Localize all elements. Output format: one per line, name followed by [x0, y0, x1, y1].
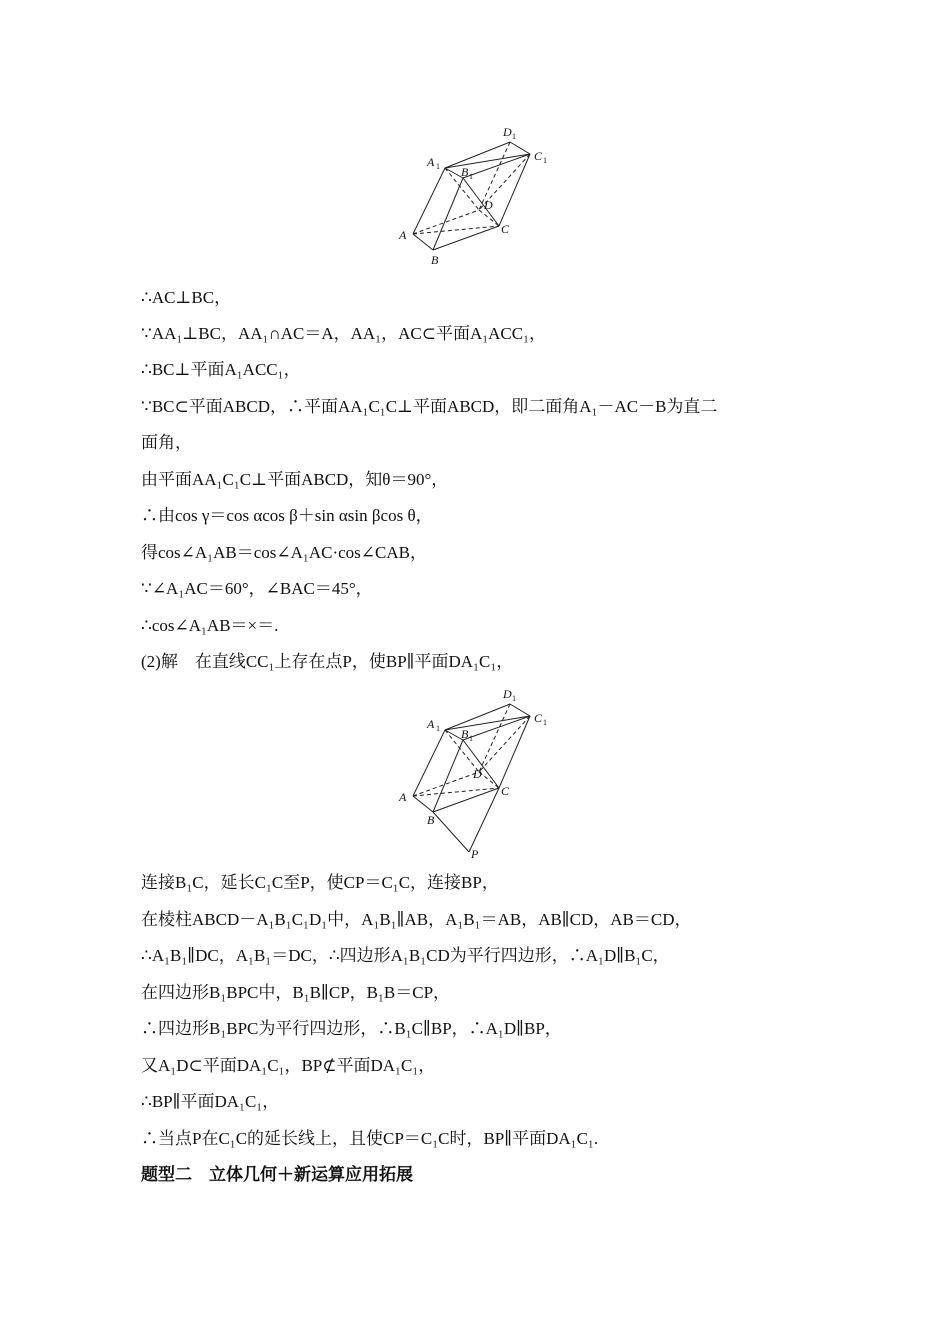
label-d1: D — [503, 125, 512, 139]
label-d1: D — [503, 687, 512, 701]
proof-line-2: ∵AA₁⊥BC，AA₁∩AC＝A，AA₁，AC⊂平面A₁ACC₁， — [141, 324, 547, 343]
svg-text:1: 1 — [543, 156, 547, 165]
label-d: D — [484, 198, 493, 212]
proof-line-19: ∴当点P在C₁C的延长线上，且使CP＝C₁C时，BP∥平面DA₁C₁. — [141, 1129, 599, 1148]
label-c1: C — [534, 149, 543, 163]
proof-line-18: ∴BP∥平面DA₁C₁， — [141, 1092, 280, 1111]
proof-line-1: ∴AC⊥BC， — [141, 288, 232, 307]
proof-line-14: ∴A₁B₁∥DC，A₁B₁＝DC，∴四边形A₁B₁CD为平行四边形，∴A₁D∥B₁C， — [141, 946, 670, 965]
label-a: A — [399, 790, 407, 804]
label-b1: B — [461, 165, 469, 179]
label-a1: A — [427, 155, 435, 169]
proof-line-4: ∵BC⊂平面ABCD，∴平面AA₁C₁C⊥平面ABCD，即二面角A₁－AC－B为直二 — [141, 397, 718, 416]
proof-line-8: 得cos∠A₁AB＝cos∠A₁AC·cos∠CAB， — [141, 543, 427, 562]
proof-line-6: 由平面AA₁C₁C⊥平面ABCD，知θ＝90°， — [141, 470, 449, 489]
label-a1: A — [427, 717, 435, 731]
label-b1: B — [461, 727, 469, 741]
prism-figure-1 — [395, 120, 560, 270]
part-2-statement: (2)解 在直线CC₁上存在点P，使BP∥平面DA₁C₁， — [141, 652, 514, 671]
label-p: P — [471, 847, 479, 861]
label-b: B — [427, 813, 435, 827]
proof-line-15: 在四边形B₁BPC中，B₁B∥CP，B₁B＝CP， — [141, 983, 451, 1002]
proof-line-7: ∴由cos γ＝cos αcos β＋sin αsin βcos θ， — [141, 506, 433, 525]
proof-line-17: 又A₁D⊂平面DA₁C₁，BP⊄平面DA₁C₁， — [141, 1056, 436, 1075]
label-b: B — [431, 253, 439, 267]
proof-line-13: 在棱柱ABCD－A₁B₁C₁D₁中，A₁B₁∥AB，A₁B₁＝AB，AB∥CD，AB＝CD， — [141, 910, 692, 929]
label-c1: C — [534, 711, 543, 725]
proof-line-5: 面角， — [141, 433, 192, 452]
svg-text:1: 1 — [469, 172, 473, 181]
label-d: D — [473, 767, 482, 781]
label-c: C — [501, 784, 510, 798]
proof-line-3: ∴BC⊥平面A₁ACC₁， — [141, 360, 301, 379]
proof-line-16: ∴四边形B₁BPC为平行四边形，∴B₁C∥BP，∴A₁D∥BP， — [141, 1019, 562, 1038]
svg-text:1: 1 — [543, 718, 547, 727]
proof-line-12: 连接B₁C，延长C₁C至P，使CP＝C₁C，连接BP， — [141, 873, 499, 892]
label-a: A — [399, 228, 407, 242]
svg-text:1: 1 — [512, 694, 516, 703]
svg-text:1: 1 — [512, 132, 516, 141]
svg-text:1: 1 — [469, 734, 473, 743]
proof-line-10: ∴cos∠A₁AB＝×＝. — [141, 616, 279, 635]
proof-line-9: ∵∠A₁AC＝60°，∠BAC＝45°， — [141, 579, 373, 598]
svg-text:1: 1 — [436, 724, 440, 733]
svg-text:1: 1 — [436, 162, 440, 171]
prism-figure-2 — [395, 682, 560, 862]
section-heading: 题型二 立体几何＋新运算应用拓展 — [141, 1165, 413, 1185]
label-c: C — [501, 222, 510, 236]
